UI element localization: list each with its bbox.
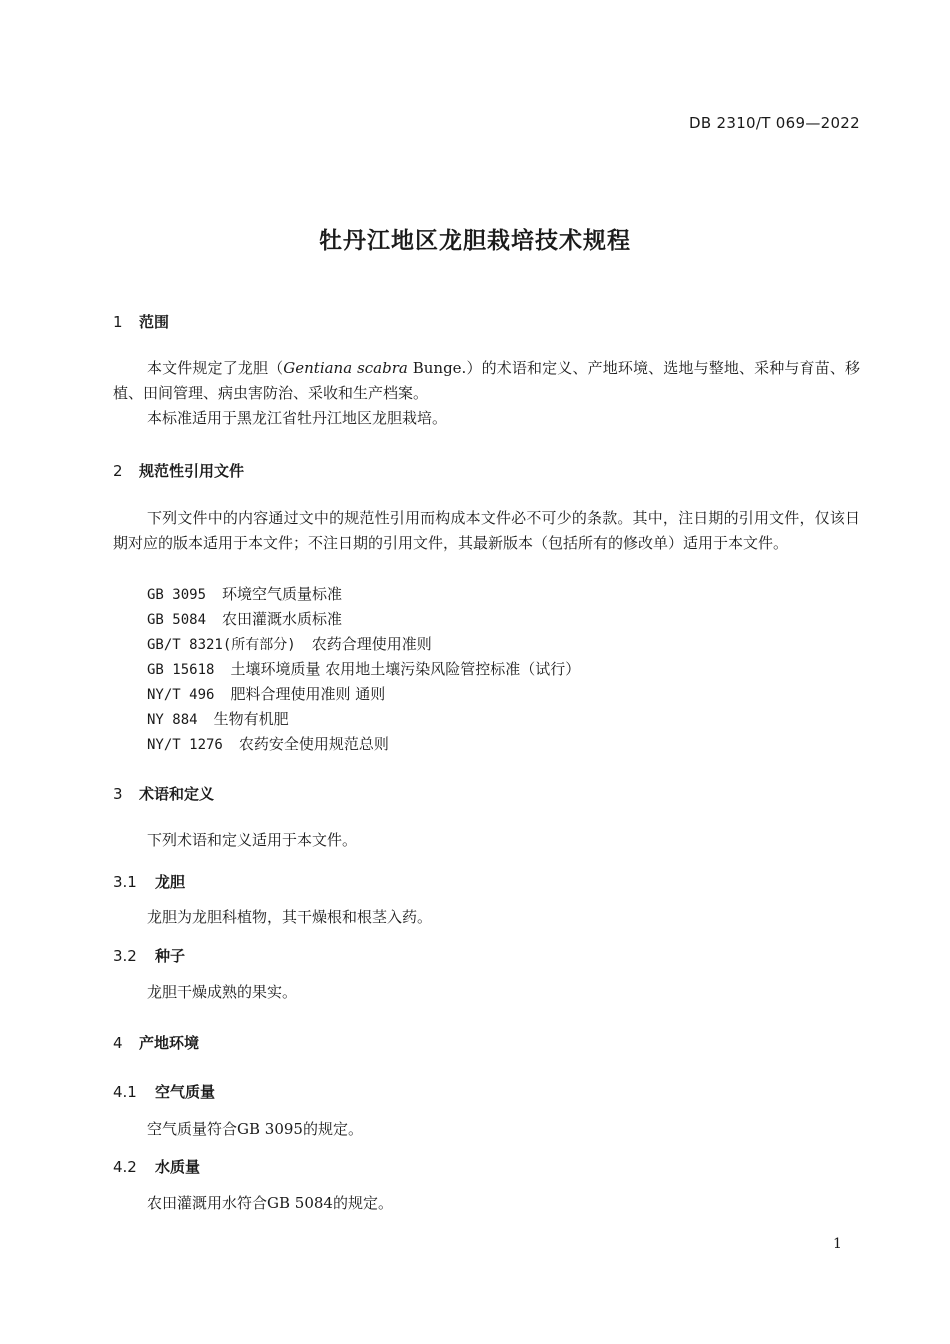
reference-name: 环境空气质量标准 — [222, 585, 343, 603]
scope-text-start: 本文件规定了龙胆（ — [147, 359, 284, 377]
scope-paragraph — [113, 356, 860, 406]
subsection-number: 4.2 — [113, 1158, 137, 1176]
subsection-4-2-heading — [113, 1156, 200, 1177]
reference-item — [147, 708, 289, 729]
reference-name: 农药合理使用准则 — [311, 635, 432, 653]
reference-item — [147, 583, 342, 604]
subsection-4-1-heading — [113, 1081, 215, 1102]
reference-name: 生物有机肥 — [213, 710, 289, 728]
section-title: 规范性引用文件 — [139, 462, 245, 480]
reference-name: 土壤环境质量 农用地土壤污染风险管控标准（试行） — [230, 660, 581, 678]
subsection-3-1-heading — [113, 871, 185, 892]
reference-code: NY/T 496 — [147, 687, 215, 703]
reference-item — [147, 633, 432, 654]
section-number: 2 — [113, 462, 123, 480]
reference-item — [147, 733, 389, 754]
section-4-heading — [113, 1032, 199, 1053]
reference-code: GB 15618 — [147, 662, 215, 678]
scientific-name: Gentiana scabra — [283, 359, 408, 377]
section-number: 1 — [113, 313, 123, 331]
section-number: 3 — [113, 785, 123, 803]
reference-code: GB 3095 — [147, 587, 207, 603]
air-quality-text: 空气质量符合GB 3095的规定。 — [147, 1120, 363, 1138]
applicability-paragraph: 本标准适用于黑龙江省牡丹江地区龙胆栽培。 — [147, 409, 448, 427]
reference-code: NY/T 1276 — [147, 737, 223, 753]
section-3-heading — [113, 783, 214, 804]
reference-code: GB/T 8321(所有部分) — [147, 637, 296, 653]
subsection-title: 种子 — [155, 947, 186, 965]
subsection-title: 水质量 — [155, 1158, 201, 1176]
document-code: DB 2310/T 069—2022 — [689, 114, 860, 132]
subsection-number: 4.1 — [113, 1083, 137, 1101]
reference-name: 农药安全使用规范总则 — [238, 735, 389, 753]
subsection-number: 3.1 — [113, 873, 137, 891]
reference-name: 肥料合理使用准则 通则 — [230, 685, 386, 703]
reference-item — [147, 683, 385, 704]
page-number: 1 — [833, 1236, 842, 1252]
section-title: 术语和定义 — [139, 785, 215, 803]
subsection-title: 空气质量 — [155, 1083, 216, 1101]
reference-item — [147, 658, 580, 679]
reference-code: NY 884 — [147, 712, 198, 728]
scope-text-end: Bunge.）的术语和定义、产地环境、选地与整地、采种与育苗、移植、田间管理、病虫害防治、采收和生产档案。 — [113, 359, 860, 402]
reference-item — [147, 608, 342, 629]
reference-name: 农田灌溉水质标准 — [222, 610, 343, 628]
subsection-number: 3.2 — [113, 947, 137, 965]
document-title: 牡丹江地区龙胆栽培技术规程 — [319, 228, 631, 254]
section-title: 范围 — [139, 313, 170, 331]
term-definition: 龙胆为龙胆科植物，其干燥根和根茎入药。 — [147, 908, 433, 926]
section-2-heading — [113, 460, 244, 481]
references-intro: 下列文件中的内容通过文中的规范性引用而构成本文件必不可少的条款。其中，注日期的引用文件，仅该日期对应的版本适用于本文件；不注日期的引用文件，其最新版本（包括所有的修改单）适用于本文件。 — [113, 509, 860, 552]
subsection-title: 龙胆 — [155, 873, 186, 891]
subsection-3-2-heading — [113, 945, 185, 966]
section-title: 产地环境 — [139, 1034, 200, 1052]
water-quality-text: 农田灌溉用水符合GB 5084的规定。 — [147, 1194, 393, 1212]
section-1-heading — [113, 311, 169, 332]
reference-code: GB 5084 — [147, 612, 207, 628]
term-definition: 龙胆干燥成熟的果实。 — [147, 983, 298, 1001]
terms-intro: 下列术语和定义适用于本文件。 — [147, 831, 358, 849]
section-number: 4 — [113, 1034, 123, 1052]
